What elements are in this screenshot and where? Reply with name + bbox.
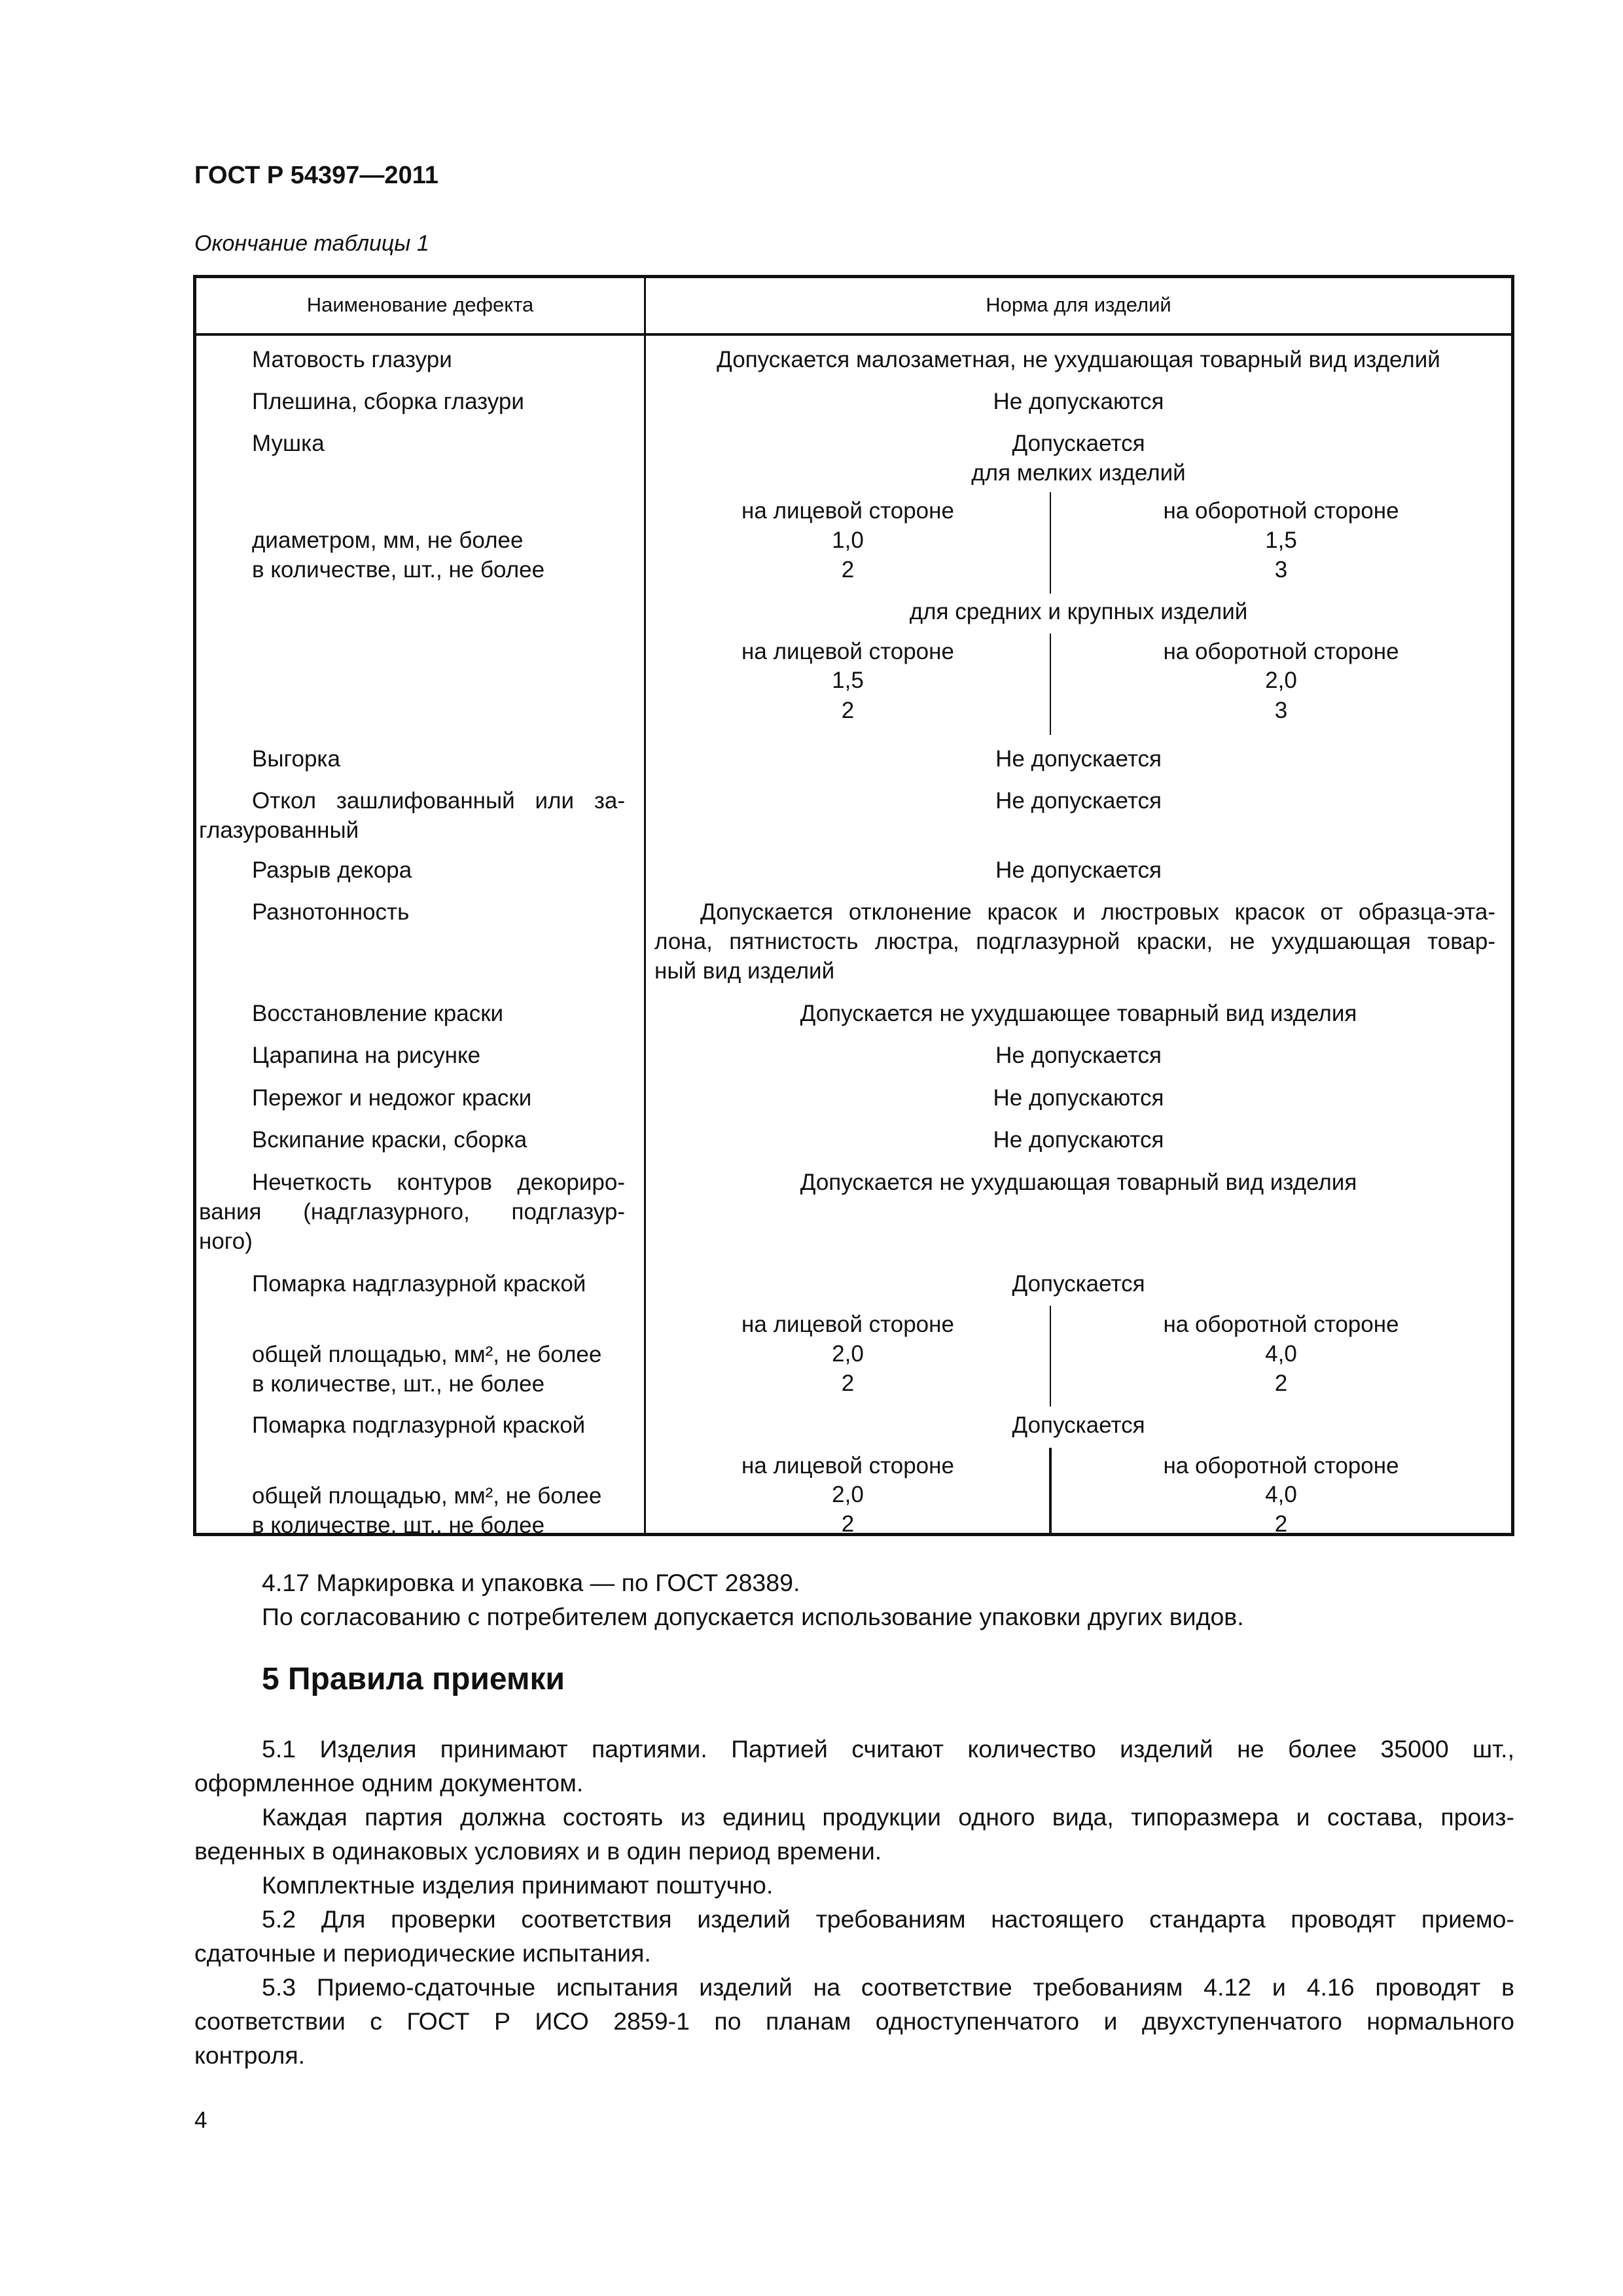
paragraph-5-1: Комплектные изделия принимают поштучно. — [262, 1871, 774, 1899]
defect-norm: Не допускаются — [993, 1127, 1164, 1153]
defect-norm: Не допускаются — [993, 1085, 1164, 1111]
paragraph-4-17: 4.17 Маркировка и упаковка — по ГОСТ 28389. — [262, 1569, 800, 1596]
section-title: 5 Правила приемки — [262, 1662, 565, 1696]
paragraph-4-17: По согласованию с потребителем допускается использование упаковки других видов. — [262, 1603, 1244, 1630]
defect-norm: Допускается — [1012, 1412, 1145, 1438]
document-code: ГОСТ Р 54397—2011 — [194, 162, 438, 189]
defect-norm: ный вид изделий — [654, 958, 835, 984]
subcol-label: на лицевой стороне — [741, 1453, 954, 1479]
subcol-label: на лицевой стороне — [741, 639, 954, 664]
header-divider — [196, 333, 1511, 336]
defect-norm: для мелких изделий — [971, 460, 1186, 486]
defect-norm: для средних и крупных изделий — [909, 599, 1248, 624]
defect-norm: Допускается не ухудшающее товарный вид изделия — [800, 1001, 1357, 1026]
defect-subparam: в количестве, шт., не более — [252, 1513, 545, 1538]
table-caption: Окончание таблицы 1 — [194, 231, 429, 256]
defect-subparam: общей площадью, мм², не более — [252, 1342, 602, 1367]
defect-name: Разнотонность — [252, 899, 410, 925]
norm-value: 2 — [1274, 1371, 1288, 1396]
norm-value: 4,0 — [1265, 1341, 1297, 1367]
defect-name: Матовость глазури — [252, 347, 452, 372]
norm-value: 2 — [841, 1511, 855, 1537]
page-number: 4 — [194, 2108, 207, 2133]
column-header-norm: Норма для изделий — [986, 293, 1171, 316]
paragraph-5-3: 5.3 Приемо-сдаточные испытания изделий на соответствие требованиям 4.12 и 4.16 проводят в — [262, 1973, 1514, 2001]
defect-name: Плешина, сборка глазури — [252, 389, 524, 414]
defect-name: Откол зашлифованный или за- — [252, 788, 625, 814]
subcol-label: на оборотной стороне — [1163, 1453, 1399, 1479]
paragraph-5-1: веденных в одинаковых условиях и в один период времени. — [194, 1837, 882, 1865]
defect-subparam: в количестве, шт., не более — [252, 557, 545, 583]
paragraph-5-2: сдаточные и периодические испытания. — [194, 1939, 651, 1967]
defect-name: Восстановление краски — [252, 1001, 504, 1026]
defect-norm: Допускается — [1012, 431, 1145, 456]
defect-name: вания (надглазурного, подглазур- — [199, 1199, 625, 1225]
defect-norm: Допускается малозаметная, не ухудшающая товарный вид изделий — [717, 347, 1440, 372]
defect-name: глазурованный — [199, 817, 359, 843]
norm-value: 3 — [1274, 557, 1288, 583]
defect-name: Помарка надглазурной краской — [252, 1271, 586, 1297]
defect-subparam: диаметром, мм, не более — [252, 528, 524, 553]
norm-value: 2 — [1274, 1511, 1288, 1537]
defect-name: Вскипание краски, сборка — [252, 1127, 527, 1153]
norm-value: 2,0 — [832, 1341, 864, 1367]
norm-value: 2,0 — [832, 1482, 864, 1507]
defect-name: Царапина на рисунке — [252, 1043, 481, 1068]
defect-subparam: общей площадью, мм², не более — [252, 1483, 602, 1509]
norm-value: 2 — [841, 1371, 855, 1396]
defect-name: Мушка — [252, 431, 325, 456]
norm-value: 4,0 — [1265, 1482, 1297, 1507]
defect-subparam: в количестве, шт., не более — [252, 1371, 545, 1397]
defect-name: Нечеткость контуров декориро- — [252, 1170, 625, 1195]
norm-value: 1,5 — [832, 668, 864, 693]
paragraph-5-1: оформленное одним документом. — [194, 1769, 584, 1797]
defect-name: Пережог и недожог краски — [252, 1085, 532, 1111]
norm-value: 2 — [841, 557, 855, 583]
defect-name: ного) — [199, 1229, 253, 1254]
norm-value: 1,5 — [1265, 528, 1297, 553]
paragraph-5-1: Каждая партия должна состоять из единиц продукции одного вида, типоразмера и состава, произ- — [262, 1803, 1514, 1831]
norm-value: 2 — [841, 698, 855, 723]
norm-value: 3 — [1274, 698, 1288, 723]
paragraph-5-1: 5.1 Изделия принимают партиями. Партией считают количество изделий не более 35000 шт., — [262, 1735, 1514, 1763]
defect-norm: лона, пятнистость люстра, подглазурной краски, не ухудшающая товар- — [654, 929, 1495, 954]
paragraph-5-3: контроля. — [194, 2041, 306, 2069]
subcol-label: на оборотной стороне — [1163, 639, 1399, 664]
defect-norm: Не допускается — [995, 746, 1162, 772]
defect-norm: Не допускаются — [993, 389, 1164, 414]
subcol-label: на оборотной стороне — [1163, 498, 1399, 524]
defect-norm: Допускается — [1012, 1271, 1145, 1297]
subcol-label: на лицевой стороне — [741, 1312, 954, 1337]
column-header-defect: Наименование дефекта — [306, 293, 534, 316]
norm-value: 1,0 — [832, 528, 864, 553]
defect-name: Разрыв декора — [252, 857, 412, 883]
subcol-label: на оборотной стороне — [1163, 1312, 1399, 1337]
subcol-label: на лицевой стороне — [741, 498, 954, 524]
norm-value: 2,0 — [1265, 668, 1297, 693]
defect-name: Выгорка — [252, 746, 340, 772]
defect-norm: Допускается не ухудшающая товарный вид изделия — [800, 1170, 1357, 1195]
paragraph-5-2: 5.2 Для проверки соответствия изделий требованиям настоящего стандарта проводят приемо- — [262, 1905, 1514, 1933]
defect-norm: Не допускается — [995, 788, 1162, 814]
paragraph-5-3: соответствии с ГОСТ Р ИСО 2859-1 по планам одноступенчатого и двухступенчатого нормального — [194, 2007, 1514, 2035]
defect-norm: Допускается отклонение красок и люстровых красок от образца-эта- — [700, 899, 1495, 925]
defect-norm: Не допускается — [995, 857, 1162, 883]
defects-table — [193, 275, 1514, 1536]
defect-norm: Не допускается — [995, 1043, 1162, 1068]
defect-name: Помарка подглазурной краской — [252, 1412, 586, 1438]
